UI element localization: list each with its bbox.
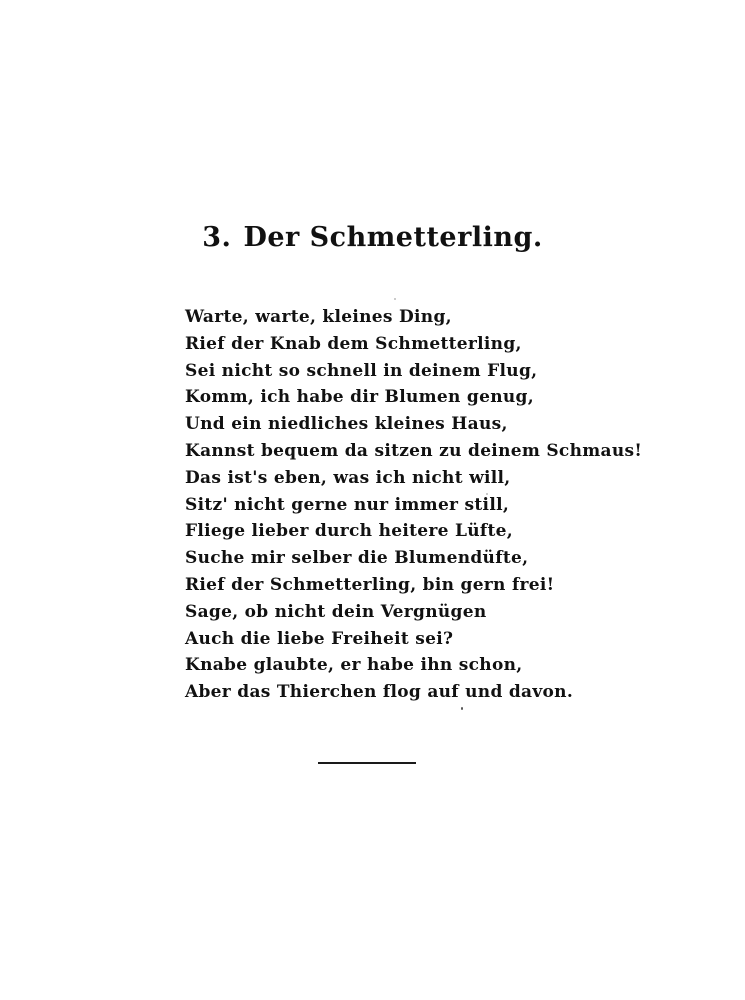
poem-line: Aber das Thierchen flog auf und davon. [185,682,574,703]
poem-heading [0,222,745,253]
scan-speck [394,298,396,300]
poem-line: Rief der Knab dem Schmetterling, [185,333,522,354]
poem-line: Fliege lieber durch heitere Lüfte, [185,521,513,542]
poem-line: Sitz' nicht gerne nur immer still, [185,494,510,515]
poem-line: Auch die liebe Freiheit sei? [185,628,454,649]
poem-line: Und ein niedliches kleines Haus, [185,414,508,435]
poem-line: Das ist's eben, was ich nicht will, [185,467,511,488]
poem-body [185,304,643,706]
scan-speck [486,493,488,495]
scan-speck [461,707,463,710]
poem-line: Komm, ich habe dir Blumen genug, [185,387,534,408]
poem-line: Warte, warte, kleines Ding, [185,307,452,327]
poem-line: Sage, ob nicht dein Vergnügen [185,601,487,622]
poem-line: Suche mir selber die Blumendüfte, [185,548,529,569]
poem-number: 3. [202,222,232,253]
poem-line: Rief der Schmetterling, bin gern frei! [185,574,555,595]
poem-line: Kannst bequem da sitzen zu deinem Schmaus! [185,440,643,461]
poem-line: Knabe glaubte, er habe ihn schon, [185,655,523,676]
poem-line: Sei nicht so schnell in deinem Flug, [185,360,538,381]
poem-title: Der Schmetterling. [243,222,543,253]
section-divider [318,762,416,764]
